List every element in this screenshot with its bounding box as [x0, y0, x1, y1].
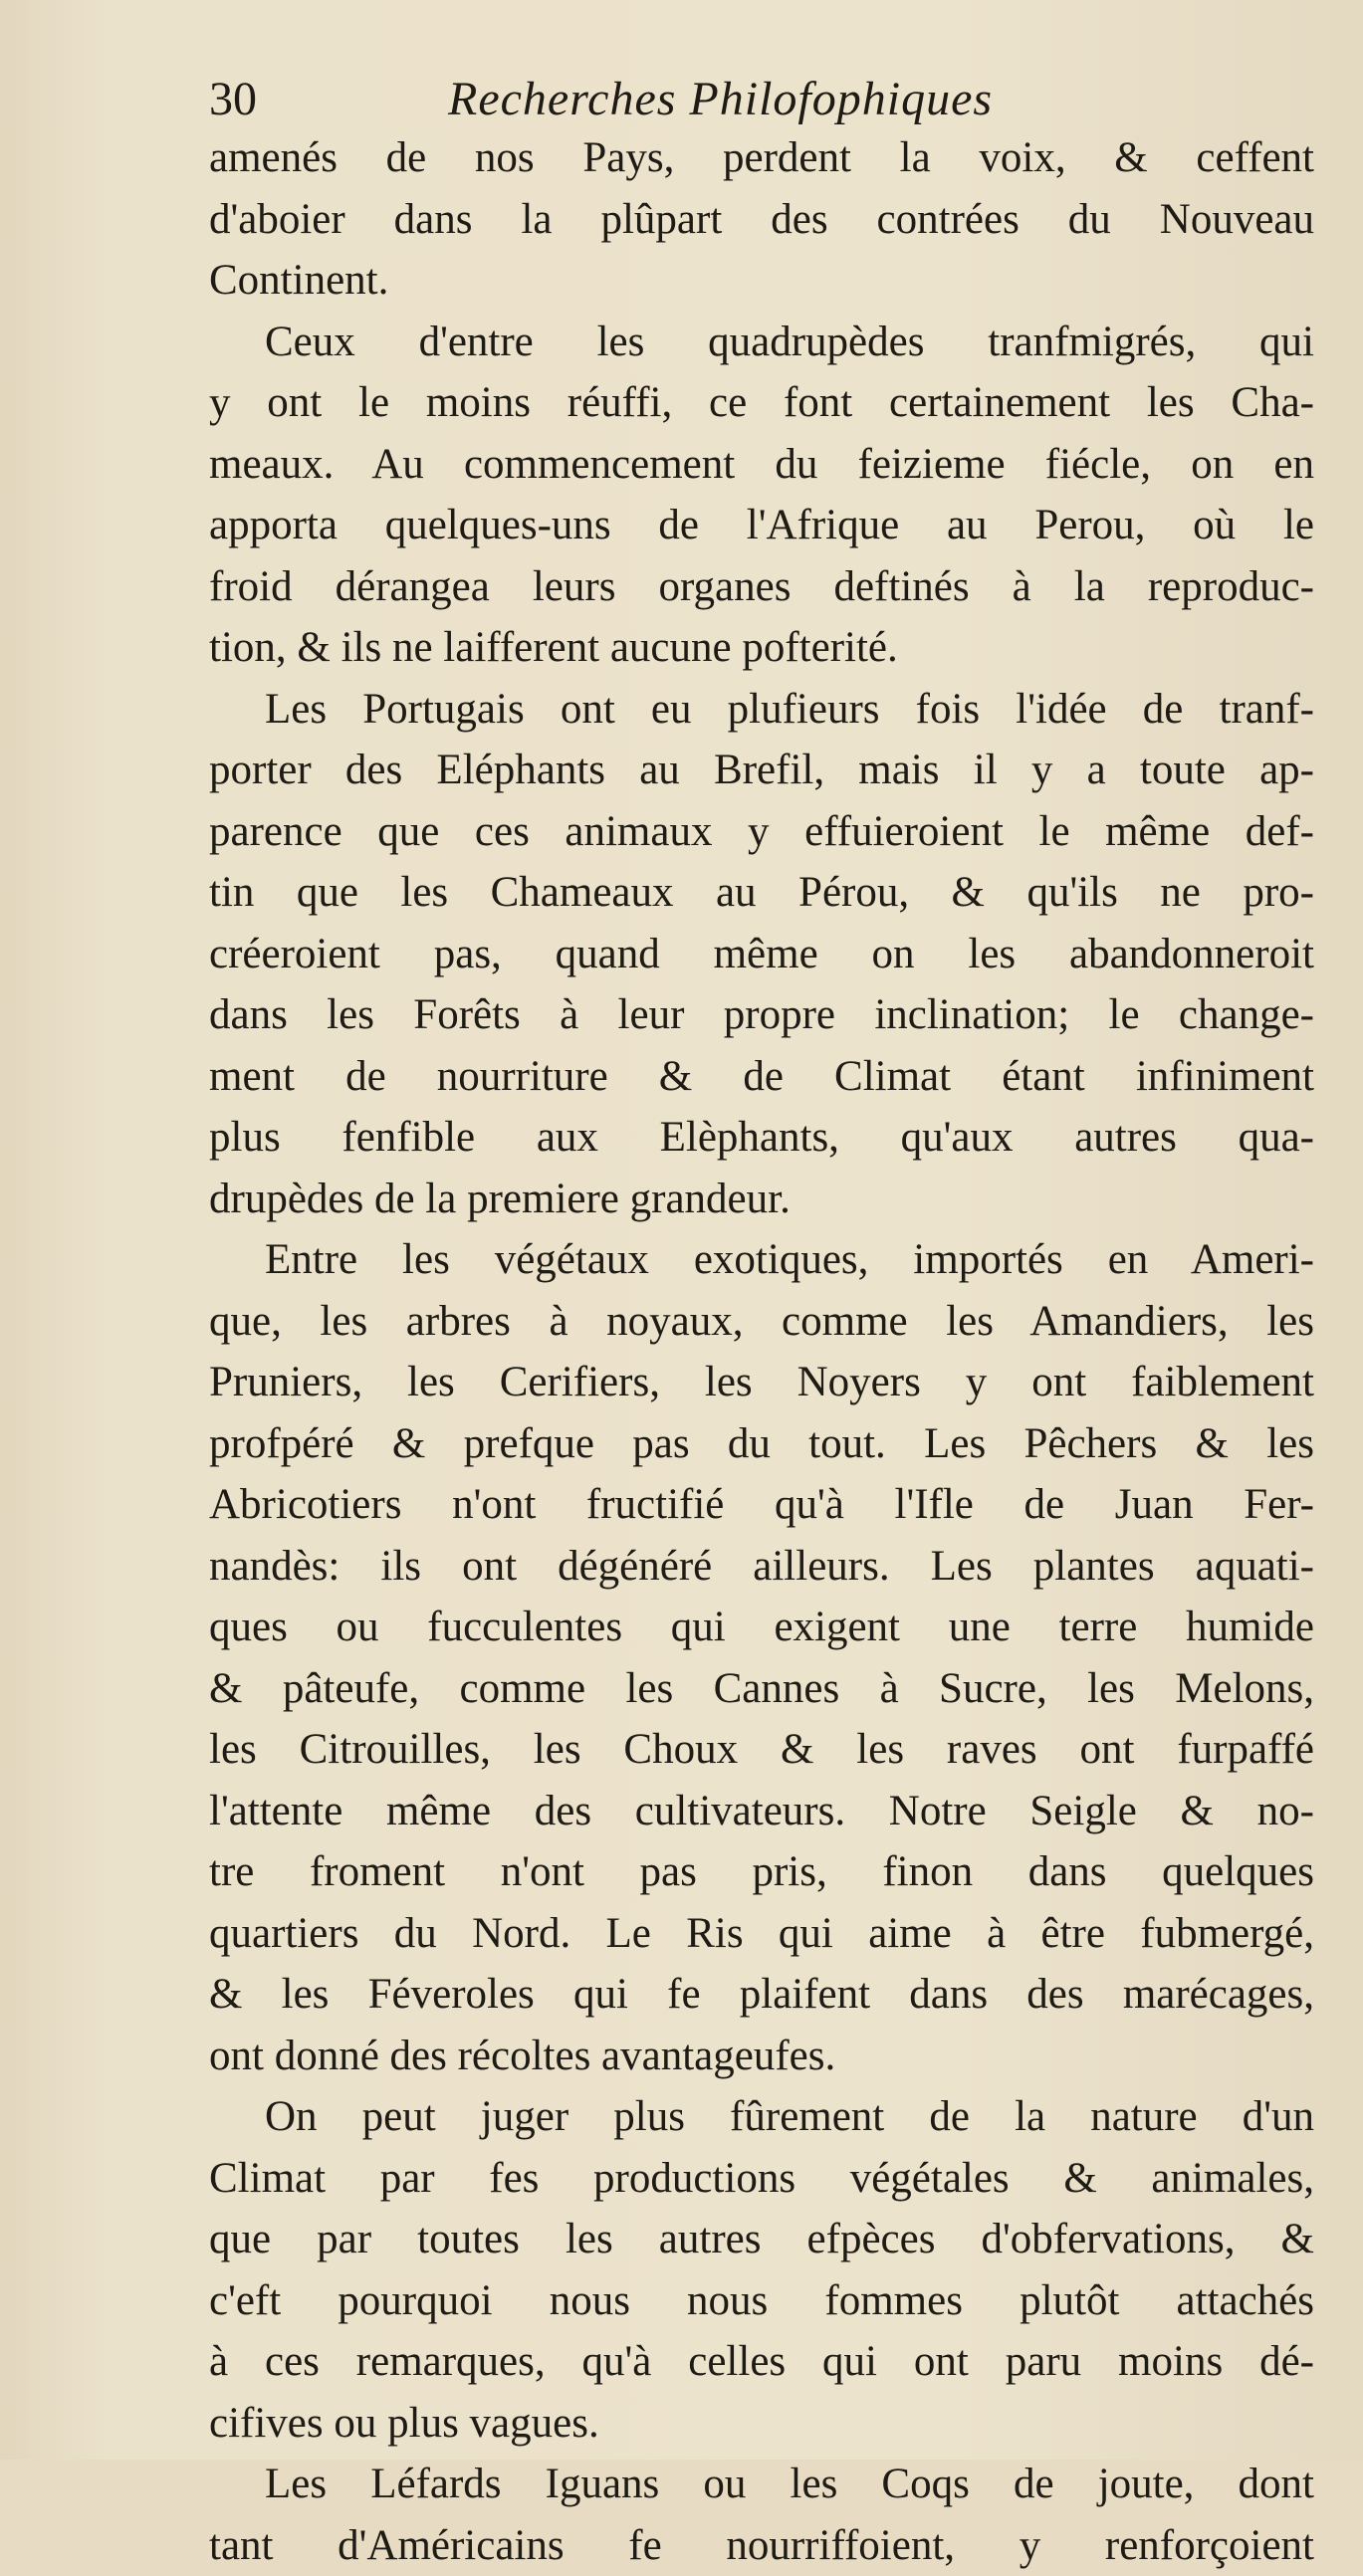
- running-title: Recherches Philofophiques: [448, 70, 993, 129]
- text-line: dans les Forêts à leur propre inclination; le change-: [209, 984, 1314, 1046]
- text-line: amenés de nos Pays, perdent la voix, & ceffent: [209, 127, 1314, 189]
- text-line: tre froment n'ont pas pris, finon dans quelques: [209, 1841, 1314, 1903]
- text-line: drupèdes de la premiere grandeur.: [209, 1169, 1314, 1230]
- paragraph-start-line: Entre les végétaux exotiques, importés en Ameri-: [209, 1229, 1314, 1291]
- text-line: & pâteufe, comme les Cannes à Sucre, les Melons,: [209, 1658, 1314, 1720]
- text-line: créeroient pas, quand même on les abandonneroit: [209, 924, 1314, 985]
- text-line: porter des Eléphants au Brefil, mais il y a toute ap-: [209, 740, 1314, 801]
- text-line: cifives ou plus vagues.: [209, 2393, 1314, 2455]
- text-line: les Citrouilles, les Choux & les raves ont furpaffé: [209, 1719, 1314, 1781]
- text-line: tin que les Chameaux au Pérou, & qu'ils ne pro-: [209, 862, 1314, 924]
- text-line: d'aboier dans la plûpart des contrées du Nouveau: [209, 189, 1314, 251]
- text-line: tion, & ils ne laifferent aucune pofterité.: [209, 617, 1314, 679]
- text-line: Continent.: [209, 250, 1314, 312]
- text-line: à ces remarques, qu'à celles qui ont paru moins dé-: [209, 2331, 1314, 2393]
- text-line: meaux. Au commencement du feizieme fiécle, on en: [209, 434, 1314, 496]
- text-line: plus fenfible aux Elèphants, qu'aux autres qua-: [209, 1107, 1314, 1169]
- text-line: c'eft pourquoi nous nous fommes plutôt attachés: [209, 2270, 1314, 2332]
- text-line: apporta quelques-uns de l'Afrique au Perou, où le: [209, 495, 1314, 556]
- text-line: y ont le moins réuffi, ce font certainement les Cha-: [209, 372, 1314, 434]
- text-line: Pruniers, les Cerifiers, les Noyers y ont faiblement: [209, 1352, 1314, 1413]
- paragraph-start-line: Les Portugais ont eu plufieurs fois l'idée de tranf-: [209, 679, 1314, 741]
- text-line: ont donné des récoltes avantageufes.: [209, 2026, 1314, 2087]
- text-line: profpéré & prefque pas du tout. Les Pêchers & les: [209, 1413, 1314, 1475]
- text-line: que, les arbres à noyaux, comme les Amandiers, les: [209, 1291, 1314, 1353]
- text-line: ment de nourriture & de Climat étant infiniment: [209, 1046, 1314, 1108]
- paragraph-start-line: On peut juger plus fûrement de la nature d'un: [209, 2086, 1314, 2148]
- text-line: parence que ces animaux y effuieroient le même def-: [209, 801, 1314, 863]
- text-line: Abricotiers n'ont fructifié qu'à l'Ifle de Juan Fer-: [209, 1474, 1314, 1536]
- body-text: [209, 127, 1314, 2576]
- text-line: Climat par fes productions végétales & animales,: [209, 2148, 1314, 2210]
- text-line: nandès: ils ont dégénéré ailleurs. Les plantes aquati-: [209, 1536, 1314, 1598]
- text-line: tant d'Américains fe nourriffoient, y renforçoient: [209, 2515, 1314, 2576]
- text-line: quartiers du Nord. Le Ris qui aime à être fubmergé,: [209, 1903, 1314, 1965]
- page-number: 30: [209, 70, 257, 129]
- text-line: froid dérangea leurs organes deftinés à la reproduc-: [209, 556, 1314, 618]
- paragraph-start-line: Les Léfards Iguans ou les Coqs de joute, dont: [209, 2454, 1314, 2515]
- text-line: l'attente même des cultivateurs. Notre Seigle & no-: [209, 1781, 1314, 1842]
- page-header: [209, 70, 1304, 129]
- text-line: que par toutes les autres efpèces d'obfervations, &: [209, 2209, 1314, 2270]
- paragraph-start-line: Ceux d'entre les quadrupèdes tranfmigrés, qui: [209, 312, 1314, 373]
- text-line: ques ou fucculentes qui exigent une terre humide: [209, 1597, 1314, 1658]
- text-line: & les Féveroles qui fe plaifent dans des marécages,: [209, 1964, 1314, 2026]
